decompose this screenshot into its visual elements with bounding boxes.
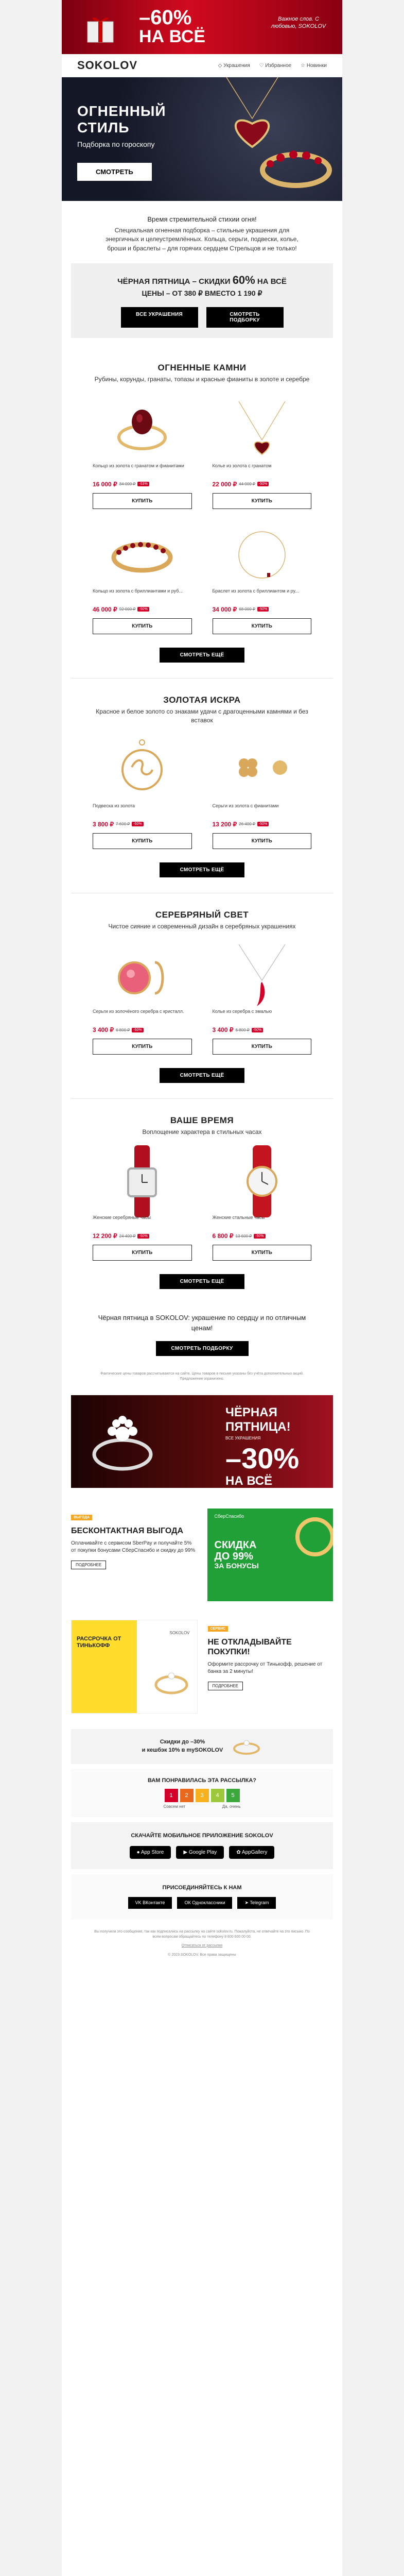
intro-title: Время стремительной стихии огня! [147,215,257,223]
rating-4-button[interactable]: 4 [211,1789,224,1802]
promo-sberpay[interactable] [71,1509,202,1601]
see-more-button[interactable]: СМОТРЕТЬ ЕЩЁ [160,862,245,877]
product-card[interactable]: Серьги из золота с фианитами 13 200 ₽ 26 400 ₽ -50% КУПИТЬ [213,736,312,849]
see-more-button[interactable]: СМОТРЕТЬ ЕЩЁ [160,648,245,663]
see-more-button[interactable]: СМОТРЕТЬ ЕЩЁ [160,1274,245,1289]
copyright: © 2023 SOKOLOV. Все права защищены [168,1953,236,1957]
product-card[interactable]: Женские серебряные часы 12 200 ₽ 24 400 ₽ -50% КУПИТЬ [93,1148,192,1261]
pepper-necklace-image [213,942,312,1009]
section3-sub: Чистое сияние и современный дизайн в серебряных украшениях [108,922,296,930]
buy-button[interactable]: КУПИТЬ [213,1039,312,1055]
buy-button[interactable]: КУПИТЬ [93,618,192,634]
promo-row-2 [62,1620,342,1714]
clover-earrings-image [213,736,312,803]
rating-3-button[interactable]: 3 [196,1789,209,1802]
chain-bracelet-image [213,521,312,588]
ruby-band-ring-image [93,521,192,588]
section3-title: СЕРЕБРЯНЫЙ СВЕТ [155,909,249,920]
top-banner-sub: НА ВСЁ [139,27,206,46]
black-friday-prices: ЦЕНЫ – ОТ 380 ₽ ВМЕСТО 1 190 ₽ [142,289,262,298]
star-icon: ☆ [301,62,307,69]
promo-text: Оплачивайте с сервисом SberPay и получайте 5% от покупки бонусами СберСпасибо и скидку до 99% [71,1540,196,1553]
zodiac-pendant-image [93,736,192,803]
sber-brand: СберСпасибо [214,1513,244,1519]
product-card[interactable]: Серьги из золочёного серебра с кристалл. 3 400 ₽ 6 800 ₽ -50% КУПИТЬ [93,942,192,1055]
header [62,54,342,77]
promo-details-button[interactable]: ПОДРОБНЕЕ [71,1561,106,1569]
closing-text: Чёрная пятница в SOKOLOV: украшение по сердцу и по отличным ценам! [98,1314,306,1332]
hero-subtitle: Подборка по гороскопу [77,140,155,148]
garnet-ring-image [93,396,192,463]
red-strap-watch-image [93,1148,192,1215]
promo-tag: СЕРВИС [208,1626,229,1632]
intro [62,201,342,263]
hero-title-1: ОГНЕННЫЙ [77,103,166,119]
promo-details-button[interactable]: ПОДРОБНЕЕ [208,1682,243,1690]
nav-favorites[interactable]: ♡ Избранное [259,62,292,69]
buy-button[interactable]: КУПИТЬ [213,1245,312,1261]
bf-banner-small: ВСЕ УКРАШЕНИЯ [225,1435,261,1440]
black-friday-banner[interactable] [71,1395,333,1488]
vk-icon: VK [135,1900,143,1905]
section-your-time [62,1099,342,1289]
survey-low-label: Совсем нет [163,1804,186,1809]
promo-tinkoff-image[interactable]: РАССРОЧКА ОТ ТИНЬКОФФ SOKOLOV [71,1620,198,1714]
promo-tag: ВЫГОДА [71,1515,92,1520]
diamond-ring-image [86,1405,159,1480]
promo-title: БЕСКОНТАКТНАЯ ВЫГОДА [71,1526,184,1535]
survey [71,1769,333,1817]
promo-row-1 [62,1509,342,1601]
all-jewelry-button[interactable]: ВСЕ УКРАШЕНИЯ [121,307,198,328]
promo-installment[interactable] [203,1620,333,1714]
diamond-icon: ◇ [218,62,224,69]
logo[interactable]: SOKOLOV [77,59,138,72]
ring-icon [292,1514,333,1560]
ring-icon [231,1736,262,1757]
heart-icon: ♡ [259,62,266,69]
round-watch-image [213,1148,312,1215]
apps-title: СКАЧАЙТЕ МОБИЛЬНОЕ ПРИЛОЖЕНИЕ SOKOLOV [131,1832,273,1839]
bf-banner-pct: –30% [225,1442,300,1475]
section2-title: ЗОЛОТАЯ ИСКРА [163,694,241,705]
heart-necklace-image [213,396,312,463]
nav-new[interactable]: ☆ Новинки [301,62,327,69]
hero-title-2: СТИЛЬ [77,120,130,135]
product-card[interactable]: Подвеска из золота 3 800 ₽ 7 600 ₽ -50% КУПИТЬ [93,736,192,849]
product-card[interactable]: Кольцо из золота с гранатом и фианитами 16 000 ₽ 34 000 ₽ -53% КУПИТЬ [93,396,192,509]
buy-button[interactable]: КУПИТЬ [213,493,312,509]
vk-button[interactable]: VK ВКонтакте [128,1897,172,1909]
ring-icon [151,1667,192,1698]
top-banner-tag: Важное слов. С любовью, SOKOLOV [271,16,326,30]
rating-1-button[interactable]: 1 [165,1789,178,1802]
survey-question: ВАМ ПОНРАВИЛАСЬ ЭТА РАССЫЛКА? [147,1777,257,1784]
buy-button[interactable]: КУПИТЬ [213,833,312,849]
section2-sub: Красное и белое золото со знаками удачи с драгоценными камнями и без вставок [96,707,308,724]
section4-title: ВАШЕ ВРЕМЯ [170,1115,234,1126]
section-silver-light [62,893,342,1083]
top-banner[interactable] [62,0,342,54]
product-card[interactable]: Колье из золота с гранатом 22 000 ₽ 44 000 ₽ -50% КУПИТЬ [213,396,312,509]
product-card[interactable]: Браслет из золота с бриллиантом и ру... 34 000 ₽ 68 000 ₽ -50% КУПИТЬ [213,521,312,634]
ruby-ring-image [257,144,335,193]
survey-high-label: Да, очень [222,1804,241,1809]
ring-promo[interactable]: Скидки до –30% и кешбэк 10% в mySOKOLOV [71,1729,333,1764]
product-card[interactable]: Колье из серебра с эмалью 3 400 ₽ 6 800 ₽ -50% КУПИТЬ [213,942,312,1055]
nav-jewelry[interactable]: ◇ Украшения [218,62,250,69]
closing-button[interactable]: СМОТРЕТЬ ПОДБОРКУ [156,1341,249,1356]
intro-text: Специальная огненная подборка – стильные украшения для энергичных и целеустремлённых. Кольца, серьги, подвески, колье, броши и браслеты – для горячих сердцем Стрельцов и не только! [106,227,298,252]
social-title: ПРИСОЕДИНЯЙТЕСЬ К НАМ [162,1884,242,1891]
section4-sub: Воплощение характера в стильных часах [142,1128,262,1136]
social-block [71,1874,333,1919]
ok-icon: ОК [184,1900,192,1905]
bf-banner-title: ЧЁРНАЯ ПЯТНИЦА! [225,1405,291,1434]
product-card[interactable]: Женские стальные часы 6 800 ₽ 13 600 ₽ -50% КУПИТЬ [213,1148,312,1261]
google-play-button[interactable]: ▶ Google Play [176,1846,224,1859]
buy-button[interactable]: КУПИТЬ [93,833,192,849]
huawei-icon: ✿ [236,1849,242,1855]
product-card[interactable]: Кольцо из золота с бриллиантами и руб... 46 000 ₽ 92 000 ₽ -50% КУПИТЬ [93,521,192,634]
telegram-button[interactable]: ➤ Telegram [237,1897,276,1909]
section1-title: ОГНЕННЫЕ КАМНИ [157,363,247,373]
hero-cta-button[interactable]: СМОТРЕТЬ [77,163,152,181]
footer-text: Вы получили это сообщение, так как подписались на рассылку на сайте sokolov.ru. Пожалуйста, не отвечайте на это письмо. По всем вопросам обращайтесь по телефону 8 800 600 00 00. [94,1929,310,1939]
apps-block [71,1822,333,1869]
buy-button[interactable]: КУПИТЬ [93,1039,192,1055]
buy-button[interactable]: КУПИТЬ [93,1245,192,1261]
footer [62,1919,342,1969]
tinkoff-logo-box: SOKOLOV [169,1630,190,1635]
hero-banner[interactable] [62,77,342,201]
top-banner-discount: –60% [139,6,192,29]
section-fire-stones [62,338,342,663]
view-collection-button[interactable]: СМОТРЕТЬ ПОДБОРКУ [206,307,284,328]
promo-sber-image[interactable]: СберСпасибо СКИДКА ДО 99% ЗА БОНУСЫ [207,1509,333,1601]
apple-icon: ● [136,1849,141,1855]
buy-button[interactable]: КУПИТЬ [93,493,192,509]
black-friday-block [71,263,333,338]
rating-2-button[interactable]: 2 [180,1789,194,1802]
see-more-button[interactable]: СМОТРЕТЬ ЕЩЁ [160,1068,245,1083]
section-golden-spark [62,679,342,877]
play-icon: ▶ [183,1849,189,1855]
black-friday-headline: ЧЁРНАЯ ПЯТНИЦА – СКИДКИ 60% НА ВСЁ [117,274,287,287]
promo-text: Оформите рассрочку от Тинькофф, решение от банка за 2 минуты! [207,1662,323,1675]
crystal-earrings-image [93,942,192,1009]
app-store-button[interactable]: ● App Store [130,1846,171,1859]
closing [62,1289,342,1382]
telegram-icon: ➤ [244,1900,250,1905]
rating-5-button[interactable]: 5 [226,1789,240,1802]
buy-button[interactable]: КУПИТЬ [213,618,312,634]
bf-banner-sub: НА ВСЁ [225,1474,273,1488]
promo-title: НЕ ОТКЛАДЫВАЙТЕ ПОКУПКИ! [207,1637,292,1656]
closing-note: Фактические цены товаров рассчитываются на сайте. Цены товаров в письме указаны без учёта дополнительных акций. Предложение ограничено. [100,1372,304,1381]
gift-box-image [82,10,118,46]
section1-sub: Рубины, корунды, гранаты, топазы и красные фианиты в золоте и серебре [94,376,310,383]
ok-button[interactable]: ОК Одноклассники [177,1897,232,1909]
app-gallery-button[interactable]: ✿ AppGallery [229,1846,274,1859]
email-container [62,0,342,2576]
unsubscribe-link[interactable]: Отписаться от рассылки [181,1943,223,1947]
